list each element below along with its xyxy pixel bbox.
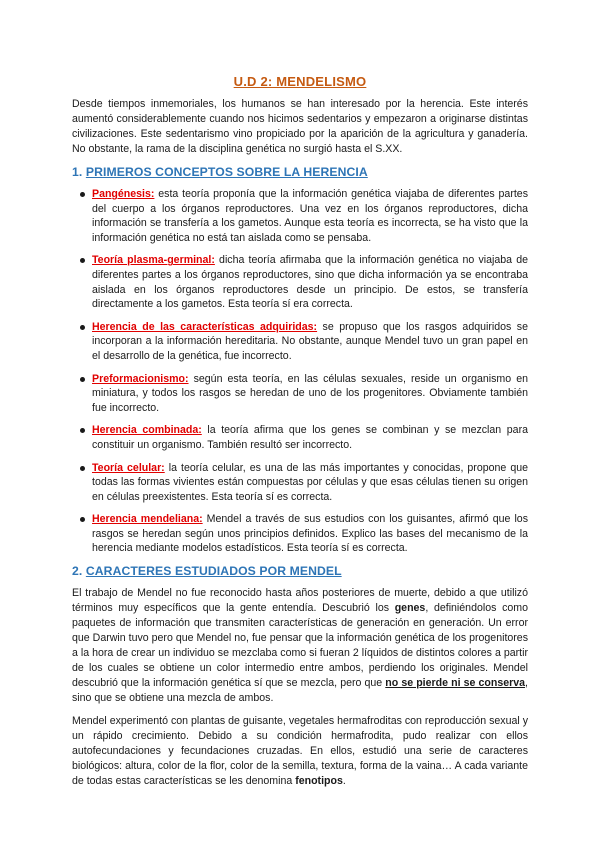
list-item [92, 461, 528, 505]
paragraph-text: Mendel experimentó con plantas de guisante, vegetales hermafroditas con reproducción sexual y un rápido crecimiento. Debido a su condición hermafrodita, pudo realizar con ellos autofecundaciones y fecundaciones cruzadas. En ellos, estudió una serie de caracteres biológicos: altura, color de la flor, color de la semilla, textura, forma de la vaina… A cada variante de todas estas características se les denomina [72, 715, 528, 788]
concept-term: Teoría celular: [92, 461, 165, 474]
bullet-icon [80, 325, 85, 330]
bullet-icon [80, 517, 85, 522]
list-item [92, 372, 528, 416]
concept-text: según esta teoría, en las células sexuales, reside un organismo en miniatura, y todos los rasgos se heredan de uno de los progenitores. Obviamente también fue incorrecto. [92, 372, 528, 414]
list-item [92, 423, 528, 452]
concept-text: se propuso que los rasgos adquiridos se incorporan a la información hereditaria. No obstante, aunque Mendel tuvo un gran papel en el desarrollo de la genética, fue incorrecto. [92, 320, 528, 362]
paragraph-text: , definiéndolos como paquetes de información que transmiten características de generación en generación. Un error que Darwin tuvo pero que Mendel no, fue pensar que la información genética de los progenitores a la hora de crear un individuo se mezclaba como si fueran 2 líquidos de distintos colores a partir de los cuales se obtiene un color intermedio entre ambos, perdiendo los originales. Mendel descubrió que la información genética sí que se mezcla, pero que [72, 602, 528, 690]
list-item [92, 512, 528, 556]
concept-term: Herencia mendeliana: [92, 513, 203, 526]
paragraph-text: , sino que se obtiene una mezcla de ambos. [72, 677, 528, 705]
concept-text: esta teoría proponía que la información genética viajaba de diferentes partes del cuerpo a los órganos reproductores. Una vez en los órganos reproductores, dicha información se transfería a los gametos. Aunque esta teoría es incorrecta, se ha visto que la información genética no está tan aislada como se pensaba. [92, 188, 528, 244]
emphasis-text: no se pierde ni se conserva [385, 677, 526, 690]
concept-term: Pangénesis: [92, 188, 155, 200]
document-title: U.D 2: MENDELISMO [233, 74, 367, 89]
section-1-heading [72, 165, 528, 179]
genes-term: genes [394, 602, 426, 615]
list-item [92, 187, 528, 245]
section-1-number: 1. [72, 165, 83, 179]
section-1-title: PRIMEROS CONCEPTOS SOBRE LA HERENCIA [85, 165, 368, 179]
paragraph-text: El trabajo de Mendel no fue reconocido hasta años posteriores de muerte, debido a que utilizó términos muy específicos que la gente entendía. Descubrió los [72, 587, 528, 615]
concept-term: Teoría plasma-germinal: [92, 254, 215, 267]
concept-text: Mendel a través de sus estudios con los guisantes, afirmó que los rasgos se heredan según unos principios definidos. Explico las bases del mecanismo de la herencia mediante modelos estadísticos. Esta teoría sí es correcta. [92, 513, 528, 555]
concept-term: Herencia combinada: [92, 424, 202, 437]
section-2-heading [72, 564, 528, 578]
bullet-icon [80, 192, 85, 197]
list-item [92, 253, 528, 311]
section-2-paragraph-1 [72, 586, 528, 706]
concept-text: la teoría celular, es una de las más importantes y conocidas, propone que todas las formas vivientes están compuestas por células y que esas células tienen su origen en células preexistentes. Esta teoría sí es correcta. [92, 461, 528, 503]
concept-term: Preformacionismo: [92, 372, 189, 385]
paragraph-text: . [342, 775, 346, 788]
section-2-number: 2. [72, 564, 83, 579]
bullet-icon [80, 258, 85, 263]
concept-text: la teoría afirma que los genes se combinan y se mezclan para constituir un organismo. También resultó ser incorrecto. [92, 424, 528, 451]
fenotipos-term: fenotipos [295, 775, 343, 788]
concepts-list [72, 187, 528, 556]
bullet-icon [80, 377, 85, 382]
list-item [92, 320, 528, 364]
bullet-icon [80, 428, 85, 433]
concept-text: dicha teoría afirmaba que la información genética no viajaba de diferentes partes a los órganos reproductores, sino que dicha información ya se encontraba aislada en los órganos reproductores desde un principio. De estos, se transfería directamente a los gametos. Esta teoría sí era correcta. [92, 254, 528, 311]
section-2-title: CARACTERES ESTUDIADOS POR MENDEL [85, 564, 342, 579]
section-2-paragraph-2 [72, 714, 528, 789]
intro-paragraph: Desde tiempos inmemoriales, los humanos se han interesado por la herencia. Este interés aumentó considerablemente cuando nos hicimos sedentarios y empezaron a originarse distintas civilizaciones. Este sedentarismo vino propiciado por la aparición de la agricultura y ganadería. No obstante, la rama de la disciplina genética no surgió hasta el S.XX. [72, 98, 528, 155]
concept-term: Herencia de las características adquiridas: [92, 320, 318, 333]
bullet-icon [80, 466, 85, 471]
